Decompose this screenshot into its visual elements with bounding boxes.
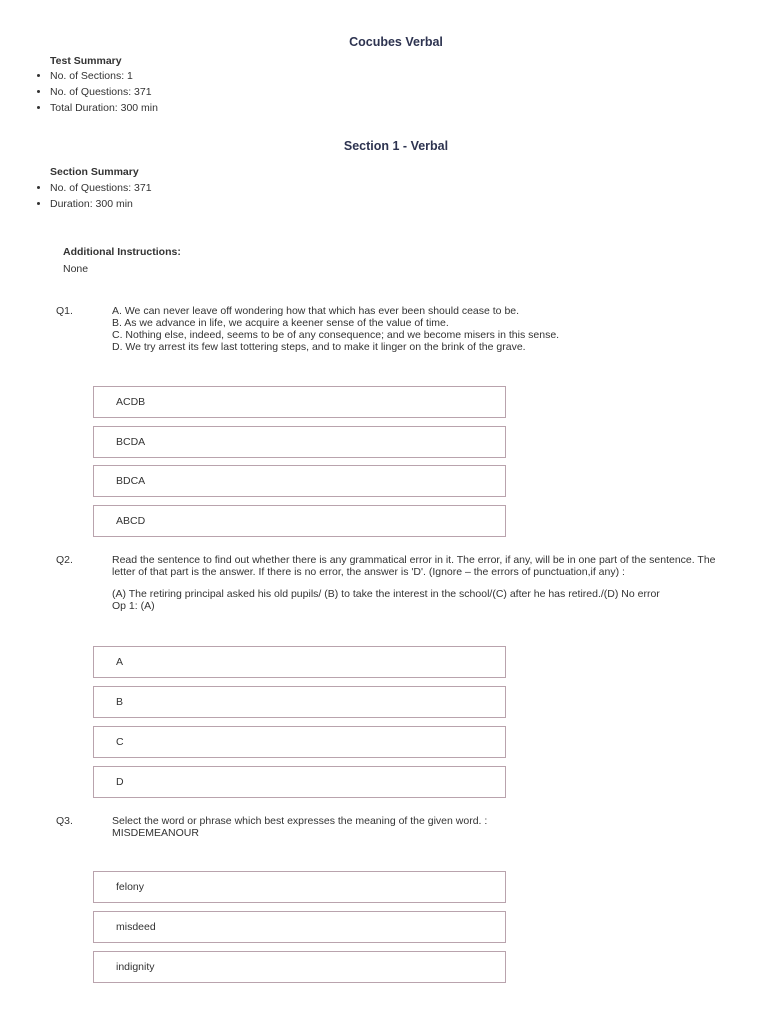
statement-c: C. Nothing else, indeed, seems to be of any consequence; and we become misers in this sense. bbox=[112, 329, 560, 341]
question-text bbox=[112, 305, 724, 353]
statement-b: B. As we advance in life, we acquire a keener sense of the value of time. bbox=[112, 317, 449, 329]
section-item-duration: • Duration: 300 min bbox=[50, 196, 152, 212]
question-number: Q1. bbox=[56, 305, 73, 317]
option-label: ACDB bbox=[116, 396, 146, 408]
option-label: BDCA bbox=[116, 475, 146, 487]
question-instruction: Read the sentence to find out whether there is any grammatical error in it. The error, if any, will be in one part of the sentence. The letter of that part is the answer. If there is no error, the answer is 'D'. (Ignore – the errors of punctuation,if any) : bbox=[112, 554, 716, 578]
section-title: Section 1 - Verbal bbox=[343, 139, 449, 153]
section-item-questions: • No. of Questions: 371 bbox=[50, 180, 152, 196]
option-label: ABCD bbox=[116, 515, 146, 527]
option-label: BCDA bbox=[116, 436, 146, 448]
q1-option-3[interactable] bbox=[93, 465, 506, 497]
summary-item-sections: • No. of Sections: 1 bbox=[50, 68, 158, 84]
question-word: MISDEMEANOUR bbox=[112, 827, 199, 839]
option-label: D bbox=[116, 776, 124, 788]
q3-option-3[interactable] bbox=[93, 951, 506, 983]
option-label: C bbox=[116, 736, 124, 748]
q2-option-3[interactable] bbox=[93, 726, 506, 758]
summary-item-questions: • No. of Questions: 371 bbox=[50, 84, 158, 100]
q1-option-4[interactable] bbox=[93, 505, 506, 537]
option-label: indignity bbox=[116, 961, 155, 973]
question-text bbox=[112, 815, 724, 839]
statement-a: A. We can never leave off wondering how that which has ever been should cease to be. bbox=[112, 305, 520, 317]
option-label: B bbox=[116, 696, 124, 708]
additional-instructions-label: Additional Instructions: bbox=[63, 246, 181, 258]
q1-option-1[interactable] bbox=[93, 386, 506, 418]
statement-d: D. We try arrest its few last tottering steps, and to make it linger on the brink of the grave. bbox=[112, 341, 526, 353]
q2-option-1[interactable] bbox=[93, 646, 506, 678]
test-summary-list bbox=[28, 68, 158, 116]
option-label: A bbox=[116, 656, 124, 668]
question-sentence: (A) The retiring principal asked his old pupils/ (B) to take the interest in the school/(C) after he has retired./(D) No error bbox=[112, 588, 660, 600]
question-number: Q2. bbox=[56, 554, 73, 566]
document-title: Cocubes Verbal bbox=[349, 35, 443, 49]
summary-item-duration: • Total Duration: 300 min bbox=[50, 100, 158, 116]
question-text bbox=[112, 554, 724, 612]
option-label: felony bbox=[116, 881, 145, 893]
section-summary-list bbox=[28, 180, 152, 212]
q1-option-2[interactable] bbox=[93, 426, 506, 458]
test-summary-heading: Test Summary bbox=[50, 55, 122, 67]
q2-option-2[interactable] bbox=[93, 686, 506, 718]
q3-option-2[interactable] bbox=[93, 911, 506, 943]
additional-instructions-value: None bbox=[63, 263, 89, 275]
option-label: misdeed bbox=[116, 921, 156, 933]
section-summary-heading: Section Summary bbox=[50, 166, 139, 178]
q2-option-4[interactable] bbox=[93, 766, 506, 798]
question-instruction: Select the word or phrase which best expresses the meaning of the given word. : bbox=[112, 815, 488, 827]
question-number: Q3. bbox=[56, 815, 73, 827]
question-note: Op 1: (A) bbox=[112, 600, 155, 612]
q3-option-1[interactable] bbox=[93, 871, 506, 903]
